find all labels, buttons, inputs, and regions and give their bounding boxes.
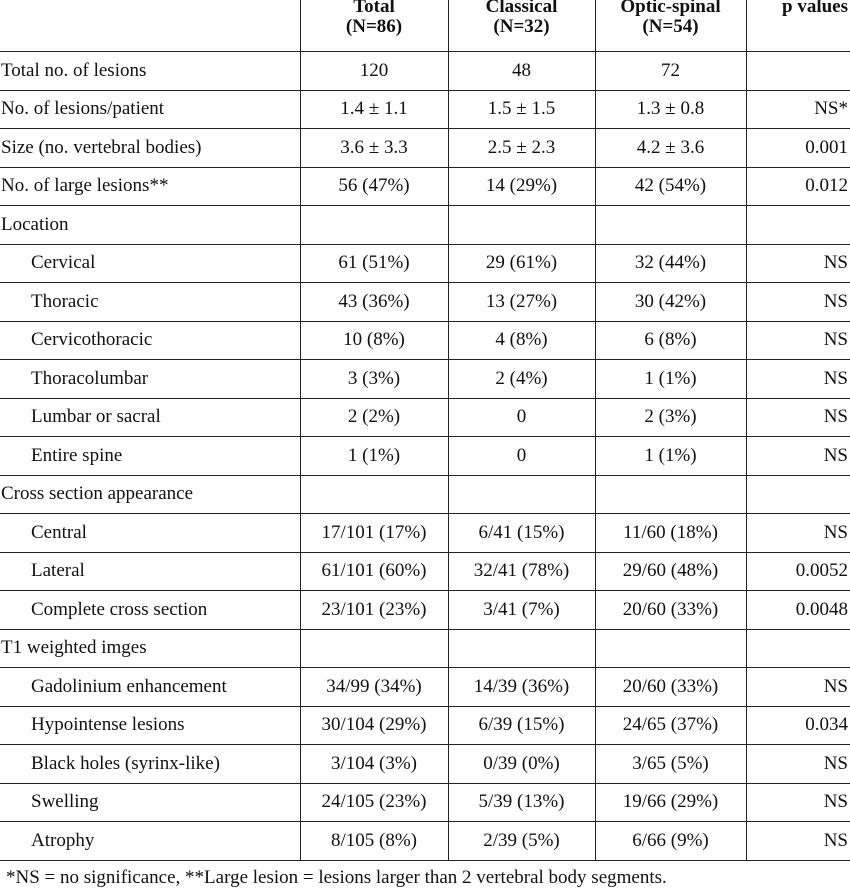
cell-optic-spinal: 19/66 (29%)	[595, 783, 746, 822]
table-row	[0, 244, 850, 283]
table-row	[0, 475, 850, 514]
table-body	[0, 52, 850, 861]
row-label: Cross section appearance	[0, 475, 300, 514]
cell-optic-spinal: 4.2 ± 3.6	[595, 129, 746, 168]
header-classical-n: (N=32)	[493, 16, 550, 37]
row-label: Central	[0, 514, 300, 553]
row-label: Cervical	[0, 244, 300, 283]
row-label: Lateral	[0, 552, 300, 591]
cell-total: 24/105 (23%)	[300, 783, 448, 822]
cell-optic-spinal: 30 (42%)	[595, 283, 746, 322]
cell-optic-spinal	[595, 475, 746, 514]
cell-classical: 2/39 (5%)	[448, 822, 595, 861]
row-label: Cervicothoracic	[0, 321, 300, 360]
cell-total: 17/101 (17%)	[300, 514, 448, 553]
table-row	[0, 822, 850, 861]
cell-p-value: 0.0048	[746, 591, 850, 630]
cell-total: 43 (36%)	[300, 283, 448, 322]
cell-total: 30/104 (29%)	[300, 706, 448, 745]
cell-p-value: NS	[746, 244, 850, 283]
cell-optic-spinal: 1 (1%)	[595, 437, 746, 476]
table-row	[0, 437, 850, 476]
cell-total	[300, 629, 448, 668]
row-label: Complete cross section	[0, 591, 300, 630]
row-label: Thoracic	[0, 283, 300, 322]
row-label: Hypointense lesions	[0, 706, 300, 745]
cell-classical: 13 (27%)	[448, 283, 595, 322]
table-row	[0, 706, 850, 745]
table-row	[0, 360, 850, 399]
table-row	[0, 745, 850, 784]
cell-total: 61/101 (60%)	[300, 552, 448, 591]
table-row	[0, 514, 850, 553]
cell-classical: 29 (61%)	[448, 244, 595, 283]
cell-classical	[448, 629, 595, 668]
row-label: No. of large lesions**	[0, 167, 300, 206]
table-row	[0, 52, 850, 91]
row-label: Size (no. vertebral bodies)	[0, 129, 300, 168]
header-optic-spinal-n: (N=54)	[642, 16, 699, 37]
cell-p-value: NS	[746, 668, 850, 707]
cell-classical: 0/39 (0%)	[448, 745, 595, 784]
cell-optic-spinal: 6/66 (9%)	[595, 822, 746, 861]
row-label: Total no. of lesions	[0, 52, 300, 91]
table-row	[0, 591, 850, 630]
cell-optic-spinal: 29/60 (48%)	[595, 552, 746, 591]
cell-classical: 6/39 (15%)	[448, 706, 595, 745]
cell-p-value: 0.0052	[746, 552, 850, 591]
cell-total	[300, 475, 448, 514]
cell-p-value: NS	[746, 514, 850, 553]
cell-total: 1.4 ± 1.1	[300, 90, 448, 129]
cell-total	[300, 206, 448, 245]
row-label: Lumbar or sacral	[0, 398, 300, 437]
table-row	[0, 398, 850, 437]
table-row	[0, 629, 850, 668]
cell-total: 3.6 ± 3.3	[300, 129, 448, 168]
cell-p-value: NS	[746, 822, 850, 861]
cell-classical	[448, 206, 595, 245]
table-row	[0, 783, 850, 822]
cell-classical: 2.5 ± 2.3	[448, 129, 595, 168]
table-row	[0, 321, 850, 360]
cell-p-value	[746, 475, 850, 514]
cell-p-value: NS	[746, 745, 850, 784]
cell-p-value: NS	[746, 283, 850, 322]
cell-classical: 3/41 (7%)	[448, 591, 595, 630]
cell-optic-spinal: 32 (44%)	[595, 244, 746, 283]
cell-classical: 5/39 (13%)	[448, 783, 595, 822]
table-row	[0, 90, 850, 129]
cell-p-value	[746, 629, 850, 668]
row-label: Gadolinium enhancement	[0, 668, 300, 707]
table-row	[0, 668, 850, 707]
cell-classical: 32/41 (78%)	[448, 552, 595, 591]
row-label: Swelling	[0, 783, 300, 822]
cell-optic-spinal: 20/60 (33%)	[595, 668, 746, 707]
cell-classical: 1.5 ± 1.5	[448, 90, 595, 129]
cell-p-value: NS	[746, 437, 850, 476]
cell-classical: 0	[448, 437, 595, 476]
cell-total: 1 (1%)	[300, 437, 448, 476]
table-row	[0, 167, 850, 206]
cell-p-value	[746, 52, 850, 91]
cell-optic-spinal	[595, 629, 746, 668]
cell-optic-spinal: 1 (1%)	[595, 360, 746, 399]
cell-optic-spinal: 2 (3%)	[595, 398, 746, 437]
table-header	[0, 0, 850, 52]
header-total	[300, 0, 448, 52]
cell-classical: 2 (4%)	[448, 360, 595, 399]
cell-p-value: NS	[746, 783, 850, 822]
row-label: Atrophy	[0, 822, 300, 861]
cell-p-value: 0.012	[746, 167, 850, 206]
header-total-title: Total	[353, 0, 395, 17]
header-row	[0, 0, 850, 52]
row-label: Black holes (syrinx-like)	[0, 745, 300, 784]
table-row	[0, 283, 850, 322]
cell-classical: 0	[448, 398, 595, 437]
cell-total: 56 (47%)	[300, 167, 448, 206]
row-label: Entire spine	[0, 437, 300, 476]
cell-total: 8/105 (8%)	[300, 822, 448, 861]
row-label: Thoracolumbar	[0, 360, 300, 399]
cell-optic-spinal: 24/65 (37%)	[595, 706, 746, 745]
cell-classical: 6/41 (15%)	[448, 514, 595, 553]
cell-classical: 14 (29%)	[448, 167, 595, 206]
cell-p-value: 0.001	[746, 129, 850, 168]
row-label: Location	[0, 206, 300, 245]
cell-p-value: NS	[746, 398, 850, 437]
cell-optic-spinal	[595, 206, 746, 245]
cell-total: 3/104 (3%)	[300, 745, 448, 784]
cell-total: 34/99 (34%)	[300, 668, 448, 707]
cell-total: 3 (3%)	[300, 360, 448, 399]
cell-p-value: 0.034	[746, 706, 850, 745]
cell-optic-spinal: 3/65 (5%)	[595, 745, 746, 784]
header-blank	[0, 0, 300, 52]
table-row	[0, 552, 850, 591]
cell-total: 61 (51%)	[300, 244, 448, 283]
cell-optic-spinal: 1.3 ± 0.8	[595, 90, 746, 129]
cell-total: 10 (8%)	[300, 321, 448, 360]
header-classical	[448, 0, 595, 52]
cell-optic-spinal: 42 (54%)	[595, 167, 746, 206]
cell-classical	[448, 475, 595, 514]
cell-p-value: NS*	[746, 90, 850, 129]
cell-total: 23/101 (23%)	[300, 591, 448, 630]
row-label: No. of lesions/patient	[0, 90, 300, 129]
row-label: T1 weighted imges	[0, 629, 300, 668]
cell-classical: 4 (8%)	[448, 321, 595, 360]
table-footnote: *NS = no significance, **Large lesion = lesions larger than 2 vertebral body segments.	[6, 867, 667, 888]
header-p-values	[746, 0, 850, 52]
table-row	[0, 129, 850, 168]
table-row	[0, 206, 850, 245]
header-p-values-title: p values	[782, 0, 848, 17]
header-classical-title: Classical	[485, 0, 558, 17]
cell-classical: 14/39 (36%)	[448, 668, 595, 707]
cell-p-value: NS	[746, 321, 850, 360]
cell-total: 120	[300, 52, 448, 91]
cell-total: 2 (2%)	[300, 398, 448, 437]
cell-optic-spinal: 72	[595, 52, 746, 91]
cell-p-value: NS	[746, 360, 850, 399]
cell-classical: 48	[448, 52, 595, 91]
header-optic-spinal-title: Optic-spinal	[620, 0, 721, 17]
header-optic-spinal	[595, 0, 746, 52]
cell-optic-spinal: 20/60 (33%)	[595, 591, 746, 630]
cell-optic-spinal: 11/60 (18%)	[595, 514, 746, 553]
cell-p-value	[746, 206, 850, 245]
header-total-n: (N=86)	[345, 16, 403, 37]
cell-optic-spinal: 6 (8%)	[595, 321, 746, 360]
